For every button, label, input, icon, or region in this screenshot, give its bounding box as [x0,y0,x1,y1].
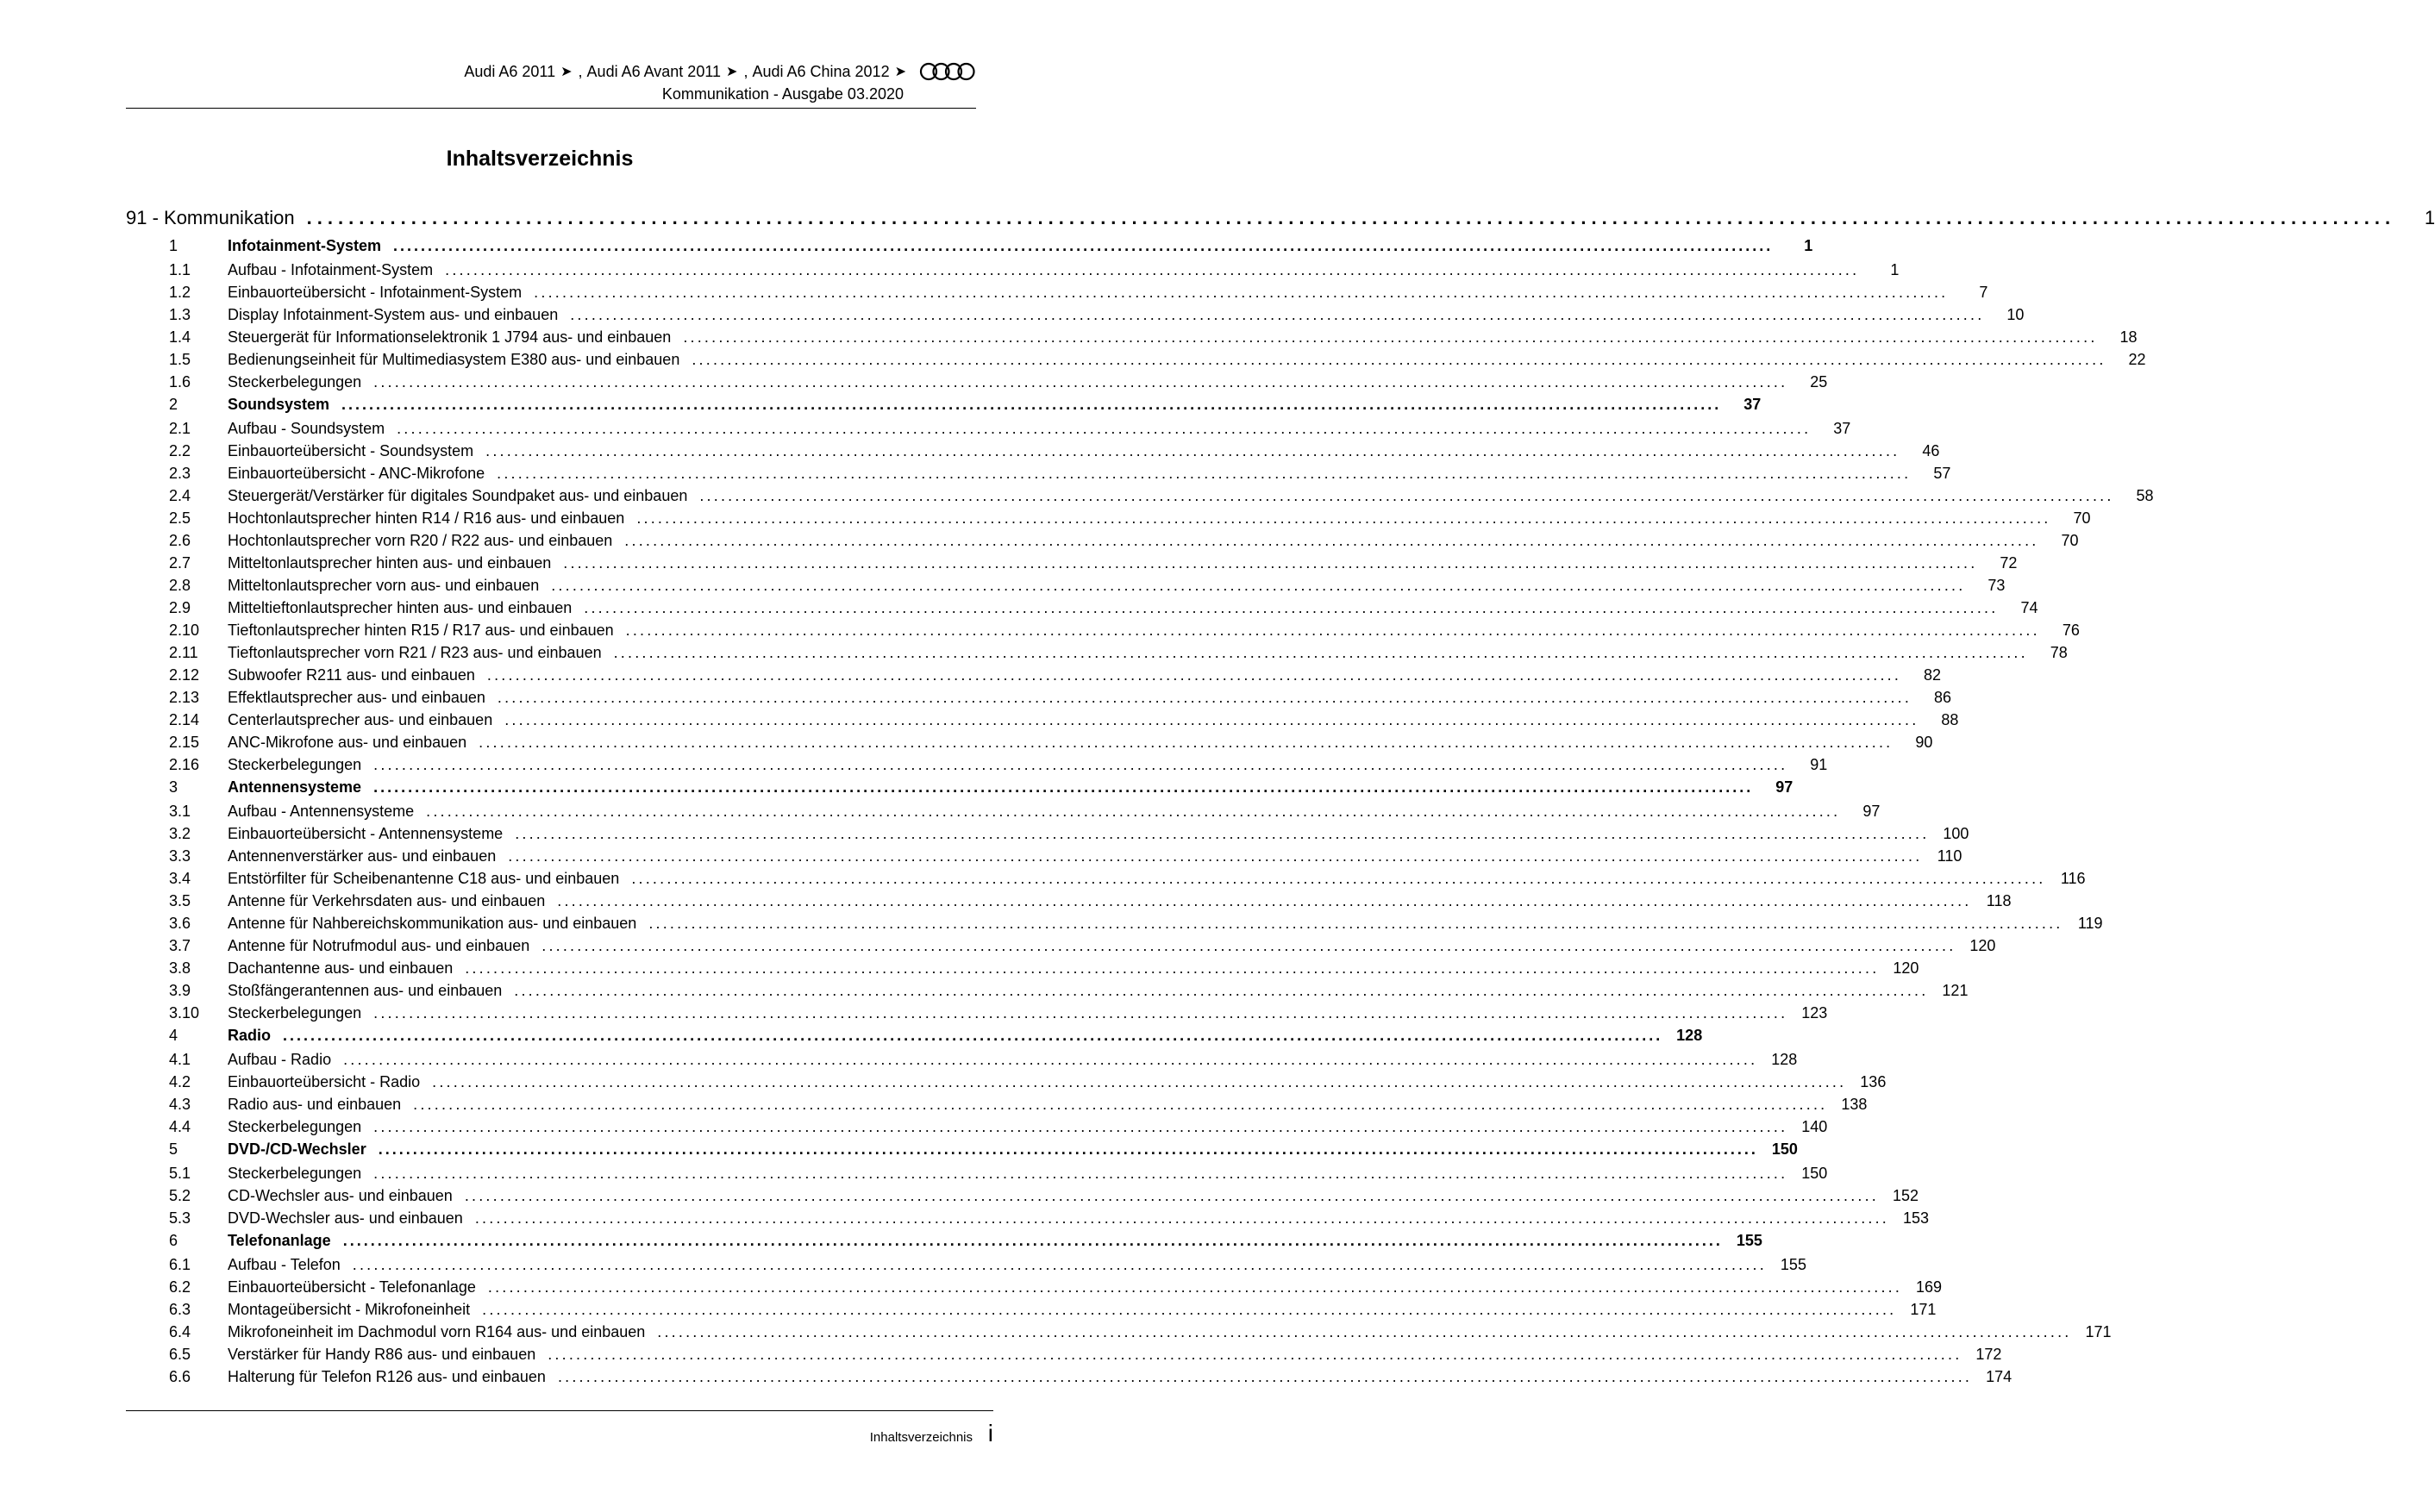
dot-leader: ........................................................................................................................................................................................................ [683,328,2098,346]
entry-page: 120 [1969,937,1996,954]
toc-entry[interactable] [126,1051,1798,1073]
entry-title: Hochtonlautsprecher vorn R20 / R22 aus- und einbauen [228,532,613,549]
entry-number: 6.6 [169,1368,191,1385]
arrow-icon: ➤ [894,65,906,79]
dot-leader: ........................................................................................................................................................................................................ [631,870,2046,887]
toc-entry[interactable] [126,1096,1868,1118]
dot-leader: ........................................................................................................................................................................................................ [557,892,1972,909]
entry-number: 2.10 [169,622,200,639]
dot-leader: ........................................................................................................................................................................................................ [378,1140,1758,1158]
entry-number: 2.11 [169,644,198,661]
toc-chapter[interactable] [126,207,2435,237]
entry-title: Hochtonlautsprecher hinten R14 / R16 aus- und einbauen [228,509,625,527]
toc-entry[interactable] [126,644,2068,666]
entry-number: 6.1 [169,1256,191,1273]
toc-entry[interactable] [126,554,2018,577]
entry-number: 5.3 [169,1209,191,1227]
entry-title: Antenne für Nahbereichskommunikation aus- und einbauen [228,915,637,932]
dot-leader: ........................................................................................................................................................................................................ [557,1368,1973,1385]
section-title: Soundsystem [228,396,330,413]
toc-entry[interactable] [126,1278,1943,1301]
toc-entry[interactable] [126,509,2091,532]
section-title: Telefonanlage [228,1232,331,1249]
section-page: 97 [1775,778,1793,796]
dot-leader: ........................................................................................................................................................................................................ [373,1118,1788,1135]
entry-title: Stoßfängerantennen aus- und einbauen [228,982,503,999]
entry-title: Mitteltonlautsprecher hinten aus- und einbauen [228,554,552,572]
arrow-icon: ➤ [560,65,573,79]
entry-title: Radio aus- und einbauen [228,1096,402,1113]
dot-leader: ........................................................................................................................................................................................................ [393,237,1774,254]
dot-leader: ........................................................................................................................................................................................................ [343,1051,1758,1068]
toc-section[interactable] [126,237,1813,261]
dot-leader: ........................................................................................................................................................................................................ [625,622,2040,639]
dot-leader: ........................................................................................................................................................................................................ [342,1232,1723,1249]
entry-number: 1.2 [169,284,191,301]
entry-page: 110 [1937,847,1962,865]
toc-entry[interactable] [126,465,1951,487]
entry-number: 1.3 [169,306,191,323]
entry-page: 123 [1801,1004,1828,1022]
entry-page: 171 [1910,1301,1937,1318]
dot-leader: ........................................................................................................................................................................................................ [426,803,1841,820]
toc-entry[interactable] [126,373,1828,396]
entry-title: Steckerbelegungen [228,1165,362,1182]
separator: , [743,62,748,80]
table-of-contents [126,207,2435,1390]
dot-leader: ........................................................................................................................................................................................................ [464,1187,1880,1204]
toc-entry[interactable] [126,1165,1828,1187]
toc-entry[interactable] [126,982,1969,1004]
dot-leader: ........................................................................................................................................................................................................ [373,1165,1788,1182]
entry-number: 2.1 [169,420,191,437]
entry-page: 57 [1933,465,1951,482]
entry-title: Montageübersicht - Mikrofoneinheit [228,1301,471,1318]
entry-page: 10 [2006,306,2025,323]
toc-section[interactable] [126,1027,1703,1051]
entry-title: Aufbau - Antennensysteme [228,803,415,820]
toc-entry[interactable] [126,1256,1806,1278]
dot-leader: ........................................................................................................................................................................................................ [482,1301,1897,1318]
section-number: 5 [169,1140,178,1158]
entry-title: Steckerbelegungen [228,373,362,390]
toc-entry[interactable] [126,711,1959,734]
entry-page: 140 [1801,1118,1828,1135]
section-number: 3 [169,778,178,796]
entry-title: Aufbau - Soundsystem [228,420,385,437]
entry-title: Einbauorteübersicht - Telefonanlage [228,1278,476,1296]
dot-leader: ........................................................................................................................................................................................................ [497,689,1912,706]
entry-number: 2.3 [169,465,191,482]
entry-page: 18 [2119,328,2138,346]
entry-page: 121 [1942,982,1969,999]
footer-page-number: i [987,1420,993,1446]
entry-page: 171 [2085,1323,2112,1340]
dot-leader: ........................................................................................................................................................................................................ [341,396,1722,413]
entry-number: 1.6 [169,373,191,390]
entry-page: 138 [1841,1096,1868,1113]
entry-title: Steckerbelegungen [228,1004,362,1022]
entry-number: 2.2 [169,442,191,459]
dot-leader: ........................................................................................................................................................................................................ [563,554,1978,572]
dot-leader: ........................................................................................................................................................................................................ [624,532,2039,549]
entry-page: 172 [1975,1346,2002,1363]
entry-number: 3.2 [169,825,191,842]
toc-entry[interactable] [126,937,1996,959]
entry-page: 118 [1986,892,2012,909]
dot-leader: ........................................................................................................................................................................................................ [474,1209,1890,1227]
toc-entry[interactable] [126,959,1919,982]
entry-title: Einbauorteübersicht - Radio [228,1073,421,1090]
dot-leader: ........................................................................................................................................................................................................ [541,937,1956,954]
entry-page: 72 [2000,554,2018,572]
dot-leader: ........................................................................................................................................................................................................ [373,373,1788,390]
toc-entry[interactable] [126,870,2086,892]
dot-leader: ........................................................................................................................................................................................................ [515,825,1930,842]
entry-title: Steuergerät für Informationselektronik 1 J794 aus- und einbauen [228,328,672,346]
entry-title: Antenne für Notrufmodul aus- und einbauen [228,937,530,954]
toc-entry[interactable] [126,803,1881,825]
entry-title: Tieftonlautsprecher vorn R21 / R23 aus- und einbauen [228,644,602,661]
dot-leader: ........................................................................................................................................................................................................ [283,1027,1663,1044]
toc-entry[interactable] [126,261,1900,284]
dot-leader: ........................................................................................................................................................................................................ [534,284,1949,301]
entry-title: Antenne für Verkehrsdaten aus- und einbauen [228,892,546,909]
entry-number: 2.4 [169,487,191,504]
dot-leader: ........................................................................................................................................................................................................ [551,577,1966,594]
dot-leader: ........................................................................................................................................................................................................ [497,465,1912,482]
toc-entry[interactable] [126,1323,2112,1346]
entry-title: Bedienungseinheit für Multimediasystem E380 aus- und einbauen [228,351,680,368]
page-footer [126,1410,993,1446]
section-title: Infotainment-System [228,237,382,254]
entry-page: 76 [2062,622,2080,639]
entry-number: 2.5 [169,509,191,527]
dot-leader: ........................................................................................................................................................................................................ [636,509,2051,527]
entry-number: 1.4 [169,328,191,346]
entry-title: DVD-Wechsler aus- und einbauen [228,1209,463,1227]
section-page: 150 [1771,1140,1798,1158]
dot-leader: ........................................................................................................................................................................................................ [306,207,2396,228]
dot-leader: ........................................................................................................................................................................................................ [352,1256,1767,1273]
entry-number: 4.3 [169,1096,191,1113]
page-header [126,59,976,109]
dot-leader: ........................................................................................................................................................................................................ [584,599,1999,616]
entry-number: 5.2 [169,1187,191,1204]
entry-page: 169 [1916,1278,1943,1296]
toc-entry[interactable] [126,442,1940,465]
toc-entry[interactable] [126,1301,1937,1323]
entry-title: Centerlautsprecher aus- und einbauen [228,711,493,728]
section-number: 1 [169,237,178,254]
dot-leader: ........................................................................................................................................................................................................ [657,1323,2072,1340]
toc-section[interactable] [126,1140,1798,1165]
entry-page: 78 [2050,644,2068,661]
section-title: Antennensysteme [228,778,362,796]
dot-leader: ........................................................................................................................................................................................................ [432,1073,1847,1090]
entry-title: Effektlautsprecher aus- und einbauen [228,689,485,706]
model-3: Audi A6 China 2012 [752,62,890,80]
dot-leader: ........................................................................................................................................................................................................ [699,487,2114,504]
section-number: 4 [169,1027,178,1044]
entry-page: 136 [1860,1073,1887,1090]
entry-number: 6.3 [169,1301,191,1318]
entry-number: 5.1 [169,1165,191,1182]
entry-page: 116 [2060,870,2086,887]
entry-number: 3.1 [169,803,191,820]
entry-title: Dachantenne aus- und einbauen [228,959,454,977]
chapter-page: 1 [2424,207,2435,228]
toc-entry[interactable] [126,892,2012,915]
dot-leader: ........................................................................................................................................................................................................ [465,959,1880,977]
entry-page: 70 [2073,509,2091,527]
entry-title: Einbauorteübersicht - ANC-Mikrofone [228,465,485,482]
entry-number: 2.12 [169,666,200,684]
entry-number: 2.7 [169,554,191,572]
toc-section[interactable] [126,396,1762,420]
audi-rings-icon [919,61,976,82]
entry-number: 1.1 [169,261,191,278]
toc-section[interactable] [126,1232,1762,1256]
entry-page: 155 [1780,1256,1806,1273]
model-2: Audi A6 Avant 2011 [586,62,722,80]
entry-number: 2.9 [169,599,191,616]
dot-leader: ........................................................................................................................................................................................................ [570,306,1985,323]
section-page: 128 [1676,1027,1703,1044]
entry-number: 4.4 [169,1118,191,1135]
entry-page: 119 [2077,915,2103,932]
entry-number: 3.10 [169,1004,200,1022]
entry-page: 97 [1862,803,1881,820]
header-subtitle: Kommunikation - Ausgabe 03.2020 [661,85,904,103]
header-models [126,59,976,84]
toc-entry[interactable] [126,666,1942,689]
entry-number: 2.13 [169,689,200,706]
toc-entry[interactable] [126,915,2103,937]
entry-title: Entstörfilter für Scheibenantenne C18 aus- und einbauen [228,870,620,887]
toc-entry[interactable] [126,734,1933,756]
entry-page: 7 [1979,284,1988,301]
toc-entry[interactable] [126,577,2006,599]
entry-title: Aufbau - Radio [228,1051,332,1068]
entry-page: 86 [1934,689,1952,706]
arrow-icon: ➤ [726,65,738,79]
entry-number: 2.14 [169,711,200,728]
section-number: 6 [169,1232,178,1249]
entry-page: 74 [2020,599,2038,616]
entry-title: Steckerbelegungen [228,1118,362,1135]
entry-title: Mikrofoneinheit im Dachmodul vorn R164 aus- und einbauen [228,1323,646,1340]
entry-title: Steckerbelegungen [228,756,362,773]
toc-entry[interactable] [126,1004,1828,1027]
toc-entry[interactable] [126,532,2079,554]
entry-title: Display Infotainment-System aus- und einbauen [228,306,559,323]
entry-page: 128 [1771,1051,1798,1068]
toc-entry[interactable] [126,328,2138,351]
entry-page: 25 [1810,373,1828,390]
entry-page: 82 [1924,666,1942,684]
chapter-title: 91 - Kommunikation [126,207,295,228]
model-1: Audi A6 2011 [464,62,556,80]
dot-leader: ........................................................................................................................................................................................................ [548,1346,1962,1363]
toc-entry[interactable] [126,1073,1887,1096]
entry-title: Aufbau - Telefon [228,1256,341,1273]
entry-page: 58 [2136,487,2154,504]
entry-title: Subwoofer R211 aus- und einbauen [228,666,475,684]
toc-entry[interactable] [126,599,2038,622]
entry-number: 2.8 [169,577,191,594]
toc-entry[interactable] [126,1368,2012,1390]
toc-entry[interactable] [126,351,2146,373]
dot-leader: ........................................................................................................................................................................................................ [508,847,1923,865]
dot-leader: ........................................................................................................................................................................................................ [648,915,2063,932]
entry-page: 90 [1915,734,1933,751]
toc-entry[interactable] [126,487,2154,509]
toc-entry[interactable] [126,1209,1930,1232]
entry-page: 150 [1801,1165,1828,1182]
entry-number: 3.6 [169,915,191,932]
entry-title: Antennenverstärker aus- und einbauen [228,847,497,865]
entry-page: 73 [1987,577,2006,594]
entry-title: Einbauorteübersicht - Antennensysteme [228,825,504,842]
entry-number: 6.2 [169,1278,191,1296]
entry-page: 1 [1890,261,1900,278]
dot-leader: ........................................................................................................................................................................................................ [479,734,1894,751]
section-number: 2 [169,396,178,413]
dot-leader: ........................................................................................................................................................................................................ [613,644,2028,661]
entry-title: ANC-Mikrofone aus- und einbauen [228,734,467,751]
entry-number: 4.2 [169,1073,191,1090]
dot-leader: ........................................................................................................................................................................................................ [504,711,1919,728]
dot-leader: ........................................................................................................................................................................................................ [692,351,2106,368]
dot-leader: ........................................................................................................................................................................................................ [373,1004,1788,1022]
toc-entry[interactable] [126,847,1962,870]
section-title: DVD-/CD-Wechsler [228,1140,366,1158]
entry-number: 1.5 [169,351,191,368]
dot-leader: ........................................................................................................................................................................................................ [486,666,1902,684]
entry-page: 120 [1893,959,1919,977]
entry-number: 6.4 [169,1323,191,1340]
section-page: 155 [1736,1232,1762,1249]
entry-page: 91 [1810,756,1828,773]
entry-number: 6.5 [169,1346,191,1363]
section-page: 37 [1743,396,1762,413]
entry-number: 3.3 [169,847,191,865]
toc-entry[interactable] [126,825,1969,847]
dot-leader: ........................................................................................................................................................................................................ [373,756,1788,773]
dot-leader: ........................................................................................................................................................................................................ [445,261,1860,278]
entry-title: Einbauorteübersicht - Soundsystem [228,442,474,459]
entry-title: Einbauorteübersicht - Infotainment-System [228,284,523,301]
entry-number: 2.6 [169,532,191,549]
toc-entry[interactable] [126,284,1988,306]
entry-number: 2.15 [169,734,200,751]
entry-title: Steuergerät/Verstärker für digitales Soundpaket aus- und einbauen [228,487,688,504]
toc-entry[interactable] [126,420,1851,442]
entry-title: Mitteltieftonlautsprecher hinten aus- und einbauen [228,599,573,616]
entry-page: 152 [1892,1187,1919,1204]
toc-section[interactable] [126,778,1793,803]
entry-page: 70 [2061,532,2079,549]
entry-title: Tieftonlautsprecher hinten R15 / R17 aus- und einbauen [228,622,614,639]
toc-entry[interactable] [126,622,2080,644]
entry-title: Verstärker für Handy R86 aus- und einbauen [228,1346,536,1363]
section-page: 1 [1804,237,1813,254]
entry-number: 3.9 [169,982,191,999]
toc-entry[interactable] [126,1346,2002,1368]
dot-leader: ........................................................................................................................................................................................................ [373,778,1754,796]
dot-leader: ........................................................................................................................................................................................................ [485,442,1900,459]
dot-leader: ........................................................................................................................................................................................................ [487,1278,1903,1296]
entry-page: 153 [1902,1209,1930,1227]
dot-leader: ........................................................................................................................................................................................................ [413,1096,1828,1113]
entry-number: 2.16 [169,756,200,773]
section-title: Radio [228,1027,272,1044]
entry-title: Mitteltonlautsprecher vorn aus- und einbauen [228,577,540,594]
toc-entry[interactable] [126,756,1828,778]
entry-number: 3.4 [169,870,191,887]
footer-label: Inhaltsverzeichnis [869,1430,973,1445]
page-title: Inhaltsverzeichnis [446,147,634,171]
entry-number: 3.7 [169,937,191,954]
entry-number: 3.5 [169,892,191,909]
toc-entry[interactable] [126,306,2025,328]
entry-page: 37 [1833,420,1851,437]
entry-title: Halterung für Telefon R126 aus- und einbauen [228,1368,546,1385]
entry-title: CD-Wechsler aus- und einbauen [228,1187,453,1204]
dot-leader: ........................................................................................................................................................................................................ [397,420,1812,437]
entry-number: 3.8 [169,959,191,977]
toc-entry[interactable] [126,1187,1919,1209]
entry-page: 100 [1943,825,1969,842]
dot-leader: ........................................................................................................................................................................................................ [514,982,1929,999]
entry-title: Aufbau - Infotainment-System [228,261,434,278]
entry-page: 46 [1922,442,1940,459]
toc-entry[interactable] [126,689,1952,711]
entry-number: 4.1 [169,1051,191,1068]
toc-entry[interactable] [126,1118,1828,1140]
entry-page: 22 [2128,351,2146,368]
entry-page: 174 [1986,1368,2012,1385]
separator: , [578,62,583,80]
entry-page: 88 [1941,711,1959,728]
